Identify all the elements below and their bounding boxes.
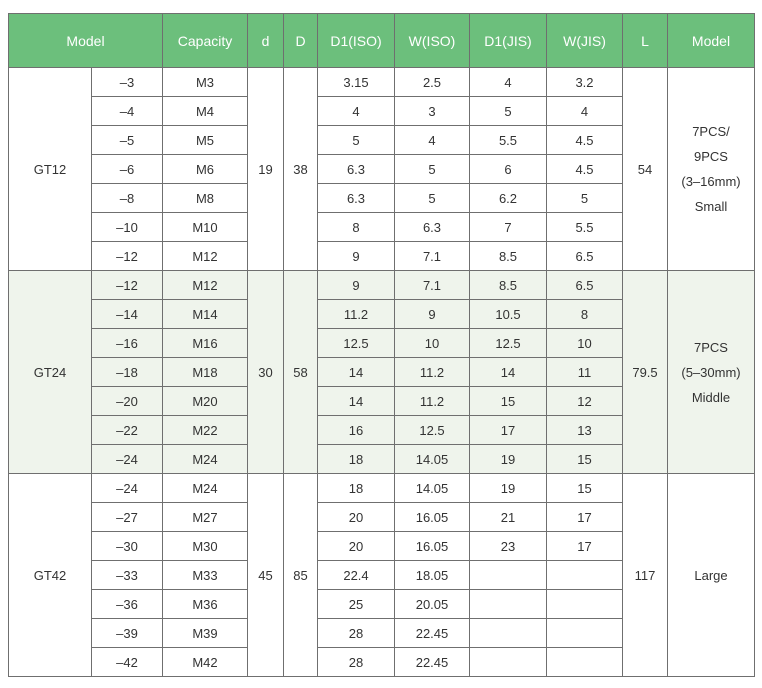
w-iso-cell: 16.05	[395, 503, 470, 532]
submodel-cell: –18	[92, 358, 163, 387]
w-iso-cell: 5	[395, 155, 470, 184]
d1-iso-cell: 9	[318, 271, 395, 300]
D-cell: 38	[284, 68, 318, 271]
w-iso-cell: 14.05	[395, 474, 470, 503]
header-d1-iso: D1(ISO)	[318, 14, 395, 68]
header-d: d	[248, 14, 284, 68]
set-description-line: 9PCS	[694, 149, 728, 164]
w-iso-cell: 4	[395, 126, 470, 155]
table-body	[9, 68, 755, 677]
L-cell: 79.5	[623, 271, 668, 474]
w-jis-cell: 3.2	[547, 68, 623, 97]
d-cell: 45	[248, 474, 284, 677]
submodel-cell: –12	[92, 271, 163, 300]
d1-jis-cell	[470, 648, 547, 677]
d1-iso-cell: 6.3	[318, 155, 395, 184]
d1-iso-cell: 25	[318, 590, 395, 619]
capacity-cell: M4	[163, 97, 248, 126]
w-jis-cell	[547, 561, 623, 590]
w-jis-cell	[547, 590, 623, 619]
d1-iso-cell: 28	[318, 619, 395, 648]
w-iso-cell: 11.2	[395, 358, 470, 387]
set-description-cell	[668, 68, 755, 271]
d1-jis-cell: 14	[470, 358, 547, 387]
w-iso-cell: 10	[395, 329, 470, 358]
w-iso-cell: 12.5	[395, 416, 470, 445]
submodel-cell: –8	[92, 184, 163, 213]
d1-iso-cell: 3.15	[318, 68, 395, 97]
d1-jis-cell: 8.5	[470, 242, 547, 271]
set-description-line: Large	[694, 567, 728, 583]
capacity-cell: M12	[163, 271, 248, 300]
d1-jis-cell: 19	[470, 445, 547, 474]
L-cell: 117	[623, 474, 668, 677]
capacity-cell: M42	[163, 648, 248, 677]
d1-iso-cell: 14	[318, 358, 395, 387]
model-cell: GT12	[9, 68, 92, 271]
capacity-cell: M39	[163, 619, 248, 648]
submodel-cell: –3	[92, 68, 163, 97]
D-cell: 85	[284, 474, 318, 677]
d1-iso-cell: 20	[318, 503, 395, 532]
d1-jis-cell	[470, 590, 547, 619]
submodel-cell: –6	[92, 155, 163, 184]
w-jis-cell: 17	[547, 532, 623, 561]
header-D: D	[284, 14, 318, 68]
set-description-line: Small	[694, 199, 728, 214]
set-description-line: 7PCS	[694, 339, 728, 355]
w-jis-cell: 5	[547, 184, 623, 213]
submodel-cell: –24	[92, 445, 163, 474]
w-iso-cell: 9	[395, 300, 470, 329]
header-capacity: Capacity	[163, 14, 248, 68]
capacity-cell: M18	[163, 358, 248, 387]
header-L: L	[623, 14, 668, 68]
w-iso-cell: 14.05	[395, 445, 470, 474]
w-iso-cell: 20.05	[395, 590, 470, 619]
d1-jis-cell: 4	[470, 68, 547, 97]
d1-jis-cell: 19	[470, 474, 547, 503]
d1-iso-cell: 18	[318, 474, 395, 503]
table-row	[9, 271, 755, 300]
w-iso-cell: 2.5	[395, 68, 470, 97]
w-jis-cell	[547, 648, 623, 677]
d1-jis-cell: 15	[470, 387, 547, 416]
w-jis-cell: 11	[547, 358, 623, 387]
w-jis-cell: 6.5	[547, 271, 623, 300]
d-cell: 30	[248, 271, 284, 474]
header-w-iso: W(ISO)	[395, 14, 470, 68]
d1-jis-cell: 8.5	[470, 271, 547, 300]
d1-iso-cell: 14	[318, 387, 395, 416]
d1-iso-cell: 18	[318, 445, 395, 474]
d1-jis-cell: 7	[470, 213, 547, 242]
capacity-cell: M27	[163, 503, 248, 532]
capacity-cell: M22	[163, 416, 248, 445]
submodel-cell: –36	[92, 590, 163, 619]
d1-jis-cell: 5.5	[470, 126, 547, 155]
submodel-cell: –4	[92, 97, 163, 126]
d1-iso-cell: 8	[318, 213, 395, 242]
submodel-cell: –12	[92, 242, 163, 271]
d1-jis-cell: 10.5	[470, 300, 547, 329]
capacity-cell: M5	[163, 126, 248, 155]
submodel-cell: –33	[92, 561, 163, 590]
w-iso-cell: 6.3	[395, 213, 470, 242]
d1-jis-cell: 17	[470, 416, 547, 445]
capacity-cell: M24	[163, 474, 248, 503]
d1-iso-cell: 20	[318, 532, 395, 561]
w-jis-cell: 4.5	[547, 155, 623, 184]
capacity-cell: M33	[163, 561, 248, 590]
set-description-line: Middle	[691, 389, 731, 405]
w-jis-cell: 4.5	[547, 126, 623, 155]
w-iso-cell: 5	[395, 184, 470, 213]
set-description-line: (5–30mm)	[681, 364, 741, 380]
d1-jis-cell: 6.2	[470, 184, 547, 213]
submodel-cell: –42	[92, 648, 163, 677]
d1-iso-cell: 22.4	[318, 561, 395, 590]
capacity-cell: M16	[163, 329, 248, 358]
w-iso-cell: 11.2	[395, 387, 470, 416]
d1-jis-cell	[470, 619, 547, 648]
set-description-line: 7PCS/	[692, 124, 730, 139]
D-cell: 58	[284, 271, 318, 474]
w-jis-cell	[547, 619, 623, 648]
submodel-cell: –5	[92, 126, 163, 155]
capacity-cell: M3	[163, 68, 248, 97]
capacity-cell: M24	[163, 445, 248, 474]
capacity-cell: M20	[163, 387, 248, 416]
w-jis-cell: 10	[547, 329, 623, 358]
w-iso-cell: 7.1	[395, 242, 470, 271]
capacity-cell: M14	[163, 300, 248, 329]
w-jis-cell: 5.5	[547, 213, 623, 242]
d1-iso-cell: 5	[318, 126, 395, 155]
submodel-cell: –20	[92, 387, 163, 416]
d1-jis-cell: 6	[470, 155, 547, 184]
w-jis-cell: 17	[547, 503, 623, 532]
w-iso-cell: 3	[395, 97, 470, 126]
d1-jis-cell: 21	[470, 503, 547, 532]
d1-jis-cell: 5	[470, 97, 547, 126]
capacity-cell: M36	[163, 590, 248, 619]
w-jis-cell: 6.5	[547, 242, 623, 271]
header-w-jis: W(JIS)	[547, 14, 623, 68]
d1-iso-cell: 9	[318, 242, 395, 271]
d1-iso-cell: 28	[318, 648, 395, 677]
capacity-cell: M30	[163, 532, 248, 561]
submodel-cell: –10	[92, 213, 163, 242]
submodel-cell: –16	[92, 329, 163, 358]
spec-table	[8, 13, 755, 677]
w-iso-cell: 7.1	[395, 271, 470, 300]
d-cell: 19	[248, 68, 284, 271]
w-iso-cell: 18.05	[395, 561, 470, 590]
w-iso-cell: 16.05	[395, 532, 470, 561]
w-jis-cell: 4	[547, 97, 623, 126]
d1-iso-cell: 11.2	[318, 300, 395, 329]
set-description-cell	[668, 271, 755, 474]
submodel-cell: –27	[92, 503, 163, 532]
submodel-cell: –39	[92, 619, 163, 648]
submodel-cell: –14	[92, 300, 163, 329]
capacity-cell: M12	[163, 242, 248, 271]
table-row	[9, 474, 755, 503]
header-model-desc: Model	[668, 14, 755, 68]
w-iso-cell: 22.45	[395, 619, 470, 648]
w-jis-cell: 8	[547, 300, 623, 329]
w-jis-cell: 15	[547, 474, 623, 503]
model-cell: GT24	[9, 271, 92, 474]
submodel-cell: –24	[92, 474, 163, 503]
model-cell: GT42	[9, 474, 92, 677]
d1-iso-cell: 12.5	[318, 329, 395, 358]
L-cell: 54	[623, 68, 668, 271]
d1-jis-cell	[470, 561, 547, 590]
set-description-cell	[668, 474, 755, 677]
w-iso-cell: 22.45	[395, 648, 470, 677]
d1-jis-cell: 12.5	[470, 329, 547, 358]
d1-jis-cell: 23	[470, 532, 547, 561]
capacity-cell: M8	[163, 184, 248, 213]
w-jis-cell: 13	[547, 416, 623, 445]
submodel-cell: –30	[92, 532, 163, 561]
table-row	[9, 68, 755, 97]
d1-iso-cell: 16	[318, 416, 395, 445]
header-row	[9, 14, 755, 68]
capacity-cell: M6	[163, 155, 248, 184]
header-d1-jis: D1(JIS)	[470, 14, 547, 68]
w-jis-cell: 15	[547, 445, 623, 474]
w-jis-cell: 12	[547, 387, 623, 416]
capacity-cell: M10	[163, 213, 248, 242]
submodel-cell: –22	[92, 416, 163, 445]
header-model: Model	[9, 14, 163, 68]
d1-iso-cell: 4	[318, 97, 395, 126]
d1-iso-cell: 6.3	[318, 184, 395, 213]
set-description-line: (3–16mm)	[681, 174, 741, 189]
